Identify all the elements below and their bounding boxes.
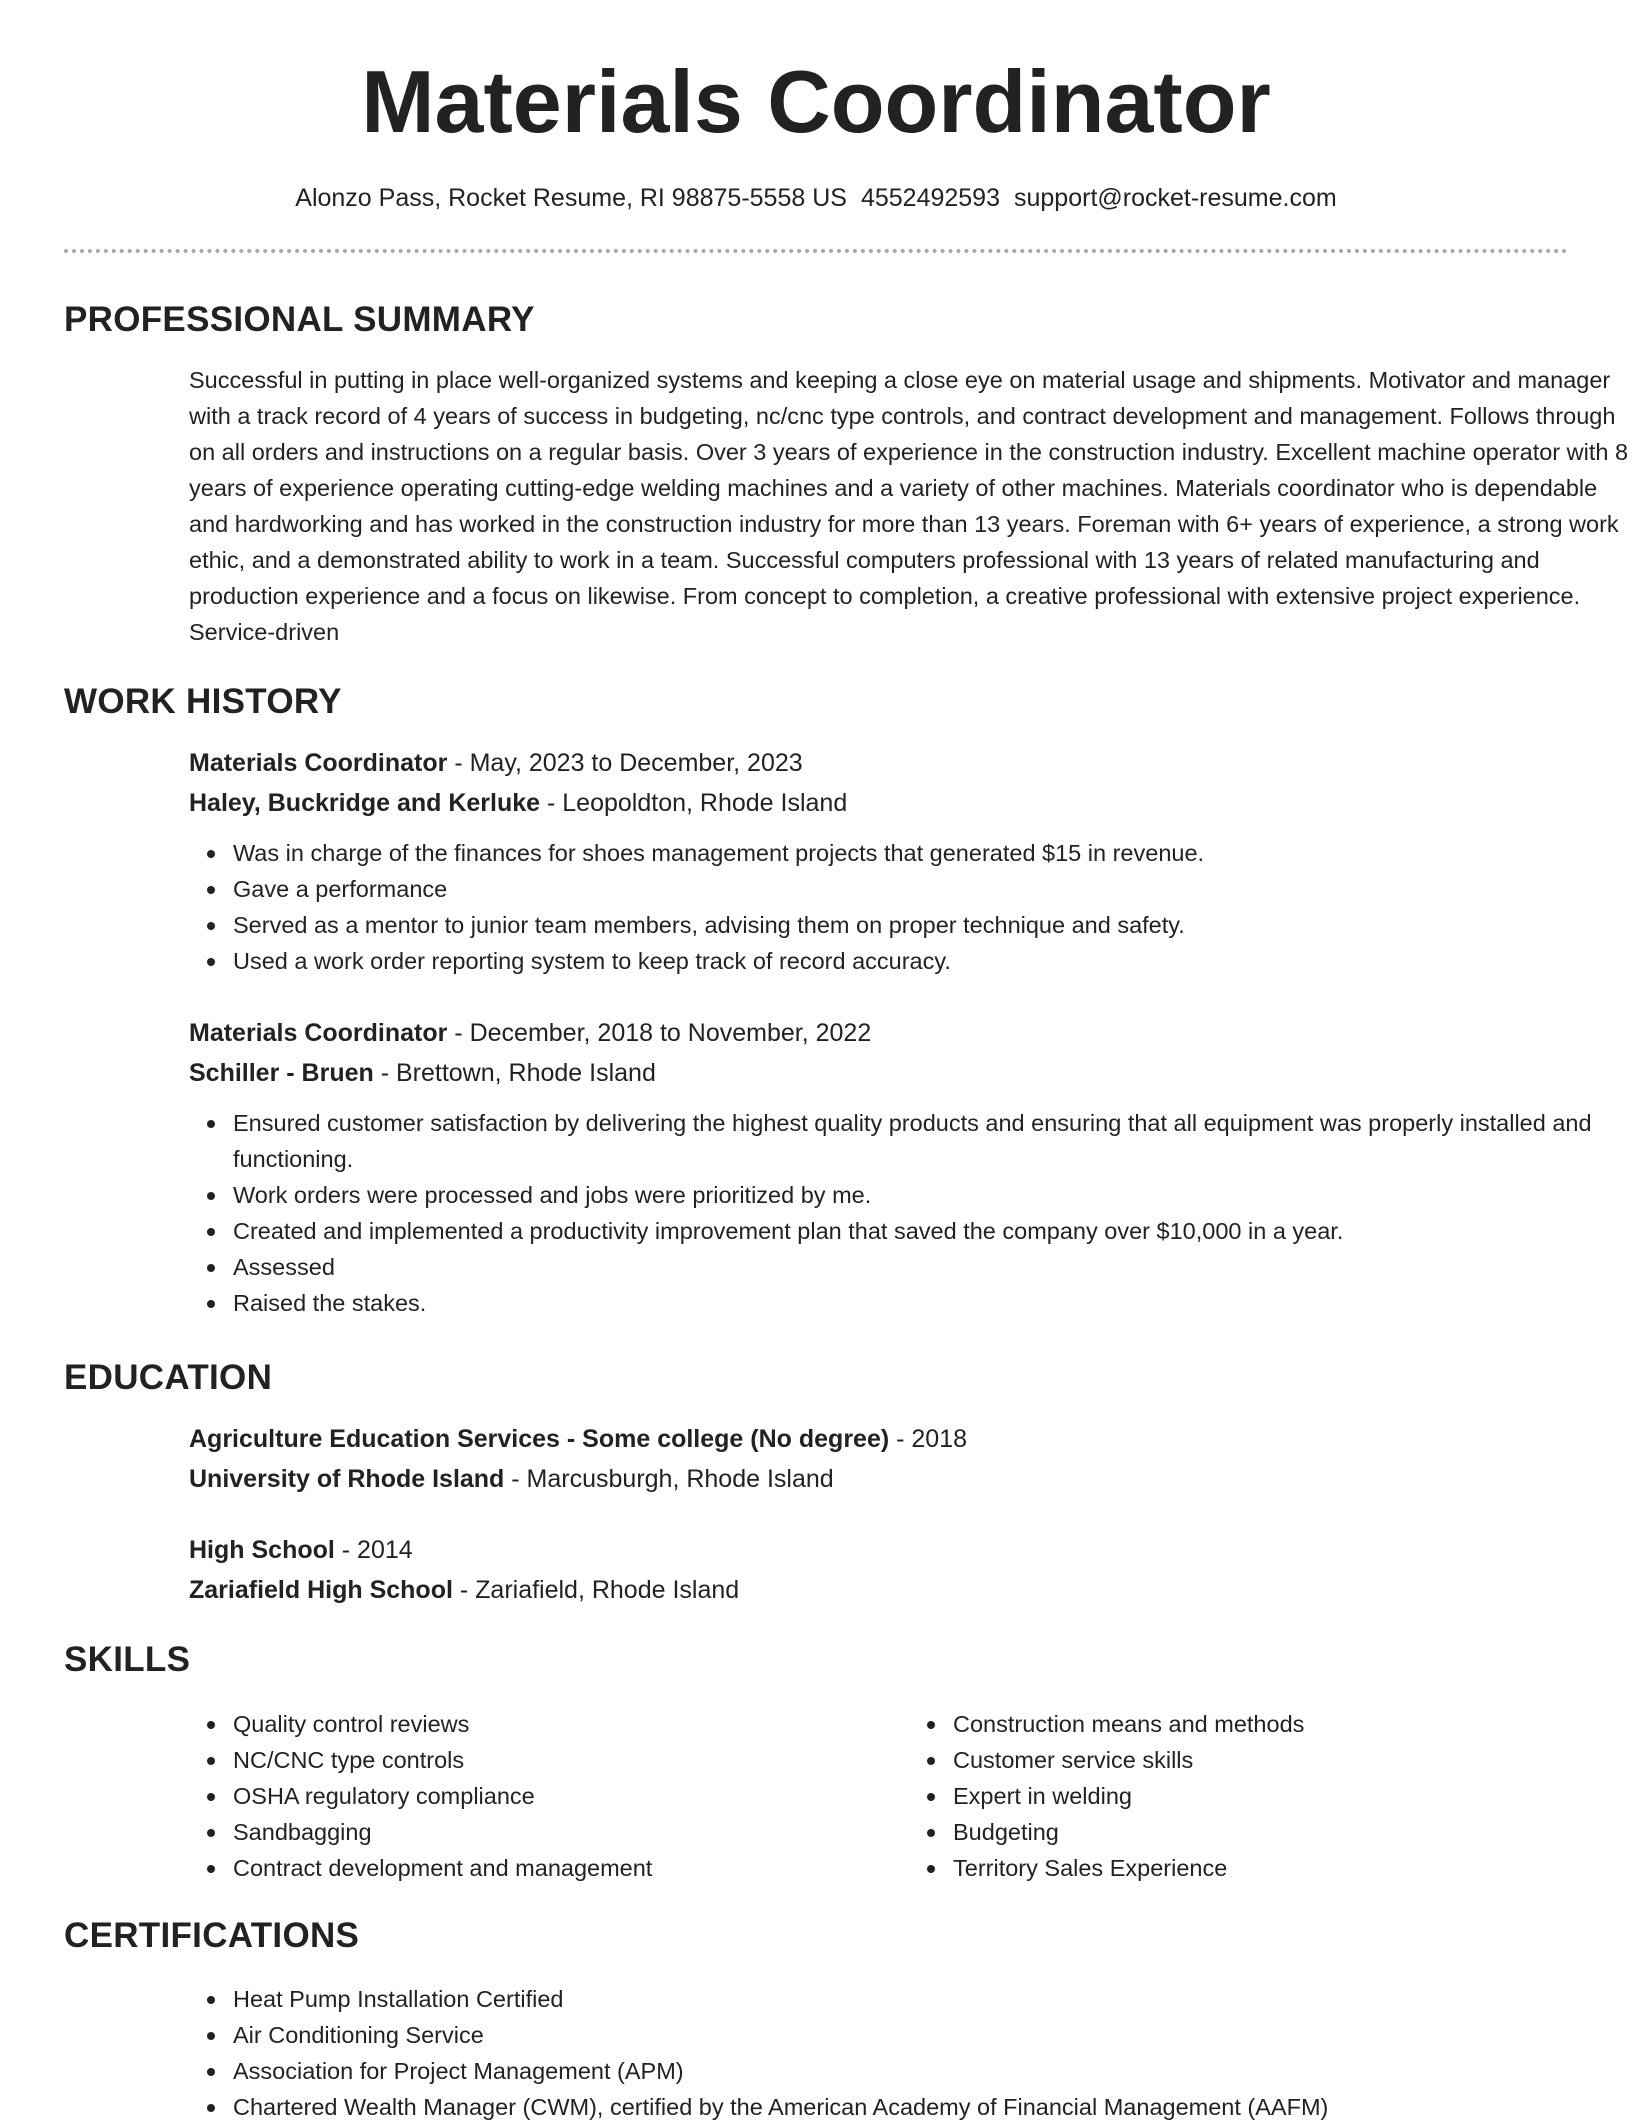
skill-item: Territory Sales Experience	[953, 1850, 1629, 1886]
certification-item: Air Conditioning Service	[233, 2017, 1629, 2053]
education-degree: High School	[189, 1536, 335, 1564]
education-school-line	[189, 1459, 1629, 1499]
certification-item: Association for Project Management (APM)	[233, 2053, 1629, 2089]
education-degree: Agriculture Education Services - Some college (No degree)	[189, 1425, 890, 1453]
job-company: Schiller - Bruen	[189, 1059, 374, 1087]
skill-item: NC/CNC type controls	[233, 1742, 909, 1778]
job-company: Haley, Buckridge and Kerluke	[189, 789, 541, 817]
job-title: Materials Coordinator	[189, 1019, 448, 1047]
contact-line	[64, 180, 1568, 216]
job-company-line	[189, 1053, 1629, 1093]
education-entry	[189, 1530, 1629, 1610]
skill-item: Quality control reviews	[233, 1706, 909, 1742]
section-title-education: EDUCATION	[64, 1358, 273, 1397]
certifications-list	[189, 1981, 1629, 2125]
job-company-line	[189, 783, 1629, 823]
job-bullet: Gave a performance	[233, 871, 1629, 907]
job-bullet: Served as a mentor to junior team members, advising them on proper technique and safety.	[233, 907, 1629, 943]
summary-text: Successful in putting in place well-organized systems and keeping a close eye on material usage and shipments. Motivator and manager with a track record of 4 years of success in budgeting, nc/cnc type controls, and contract development and management. Follows through on all orders and instructions on a regular basis. Over 3 years of experience in the construction industry. Excellent machine operator with 8 years of experience operating cutting-edge welding machines and a variety of other machines. Materials coordinator who is dependable and hardworking and has worked in the construction industry for more than 13 years. Foreman with 6+ years of experience, a strong work ethic, and a demonstrated ability to work in a team. Successful computers professional with 13 years of related manufacturing and production experience and a focus on likewise. From concept to completion, a creative professional with extensive project experience. Service-driven	[189, 367, 1629, 645]
section-title-work-history: WORK HISTORY	[64, 682, 342, 721]
skill-item: Sandbagging	[233, 1814, 909, 1850]
job-bullets	[189, 1105, 1629, 1321]
section-title-certifications: CERTIFICATIONS	[64, 1916, 360, 1955]
certification-item: Chartered Wealth Manager (CWM), certified by the American Academy of Financial Management (AAFM)	[233, 2089, 1629, 2125]
education-school-line	[189, 1570, 1629, 1610]
certification-item: Heat Pump Installation Certified	[233, 1981, 1629, 2017]
job-dates: - December, 2018 to November, 2022	[447, 1019, 872, 1047]
resume-name-title: Materials Coordinator	[361, 52, 1271, 151]
skills-list	[189, 1706, 1629, 1886]
job-bullet: Ensured customer satisfaction by delivering the highest quality products and ensuring that all equipment was properly installed and functioning.	[233, 1105, 1629, 1177]
job-bullet: Used a work order reporting system to keep track of record accuracy.	[233, 943, 1629, 979]
job-location: - Brettown, Rhode Island	[373, 1059, 656, 1087]
job-title-line	[189, 743, 1629, 783]
job-title-line	[189, 1013, 1629, 1053]
education-school: Zariafield High School	[189, 1576, 453, 1604]
skills-column-right	[909, 1706, 1629, 1886]
job-bullet: Raised the stakes.	[233, 1285, 1629, 1321]
contact-email: support@rocket-resume.com	[1014, 184, 1337, 212]
skill-item: OSHA regulatory compliance	[233, 1778, 909, 1814]
section-title-skills: SKILLS	[64, 1640, 191, 1679]
job-bullet: Work orders were processed and jobs were prioritized by me.	[233, 1177, 1629, 1213]
job-entry	[189, 1013, 1629, 1321]
education-school: University of Rhode Island	[189, 1465, 505, 1493]
section-title-summary: PROFESSIONAL SUMMARY	[64, 300, 535, 339]
job-bullet: Assessed	[233, 1249, 1629, 1285]
certifications-bullets	[189, 1981, 1629, 2125]
job-entry	[189, 743, 1629, 979]
education-degree-line	[189, 1419, 1629, 1459]
education-year: - 2018	[889, 1425, 968, 1453]
summary-block	[189, 362, 1629, 650]
contact-address: Alonzo Pass, Rocket Resume, RI 98875-5558 US	[295, 184, 847, 212]
job-title: Materials Coordinator	[189, 749, 448, 777]
education-location: - Zariafield, Rhode Island	[452, 1576, 740, 1604]
contact-phone: 4552492593	[860, 184, 1000, 212]
skill-item: Construction means and methods	[953, 1706, 1629, 1742]
education-year: - 2014	[334, 1536, 413, 1564]
job-location: - Leopoldton, Rhode Island	[540, 789, 848, 817]
header-divider	[64, 249, 1568, 253]
job-bullets	[189, 835, 1629, 979]
skill-item: Contract development and management	[233, 1850, 909, 1886]
job-dates: - May, 2023 to December, 2023	[447, 749, 803, 777]
skill-item: Budgeting	[953, 1814, 1629, 1850]
skill-item: Customer service skills	[953, 1742, 1629, 1778]
skill-item: Expert in welding	[953, 1778, 1629, 1814]
education-degree-line	[189, 1530, 1629, 1570]
job-bullet: Created and implemented a productivity improvement plan that saved the company over $10,000 in a year.	[233, 1213, 1629, 1249]
education-location: - Marcusburgh, Rhode Island	[504, 1465, 834, 1493]
job-bullet: Was in charge of the finances for shoes management projects that generated $15 in revenue.	[233, 835, 1629, 871]
education-entry	[189, 1419, 1629, 1499]
skills-column-left	[189, 1706, 909, 1886]
